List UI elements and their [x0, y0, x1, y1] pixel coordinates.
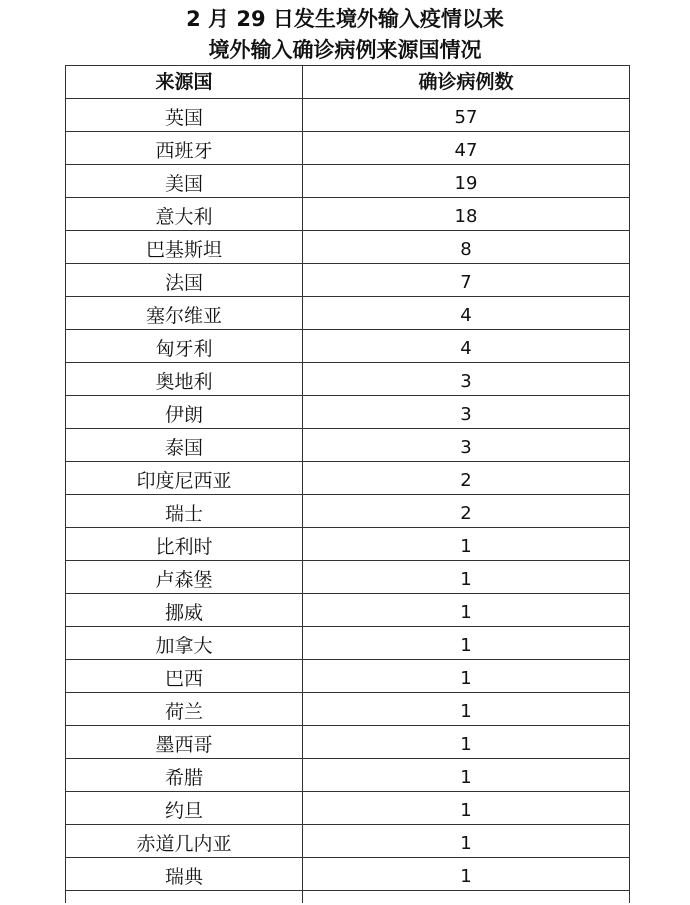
cases-cell: 3: [303, 363, 630, 396]
country-cell: [66, 891, 303, 904]
cases-cell: 7: [303, 264, 630, 297]
table-row: [66, 165, 630, 198]
table-row: [66, 495, 630, 528]
country-cell: 泰国: [66, 429, 303, 462]
cases-cell: 1: [303, 792, 630, 825]
country-cell: 法国: [66, 264, 303, 297]
country-cell: 西班牙: [66, 132, 303, 165]
cases-cell: 57: [303, 99, 630, 132]
country-cell: 卢森堡: [66, 561, 303, 594]
table-row: [66, 264, 630, 297]
cases-cell: 1: [303, 693, 630, 726]
source-country-table: [65, 65, 630, 903]
country-cell: 美国: [66, 165, 303, 198]
table-row: [66, 825, 630, 858]
table-row: [66, 660, 630, 693]
header-country: 来源国: [66, 66, 303, 99]
table-row: [66, 231, 630, 264]
table-row: [66, 363, 630, 396]
country-cell: 伊朗: [66, 396, 303, 429]
country-cell: 巴西: [66, 660, 303, 693]
country-cell: 意大利: [66, 198, 303, 231]
table-row: [66, 627, 630, 660]
cases-cell: [303, 891, 630, 904]
cases-cell: 1: [303, 825, 630, 858]
cases-cell: 1: [303, 858, 630, 891]
table-row: [66, 594, 630, 627]
country-cell: 比利时: [66, 528, 303, 561]
table-row: [66, 528, 630, 561]
country-cell: 瑞典: [66, 858, 303, 891]
country-cell: 塞尔维亚: [66, 297, 303, 330]
country-cell: 墨西哥: [66, 726, 303, 759]
table-row: [66, 792, 630, 825]
cases-cell: 1: [303, 759, 630, 792]
country-cell: 巴基斯坦: [66, 231, 303, 264]
cases-cell: 1: [303, 561, 630, 594]
table-row: [66, 693, 630, 726]
country-cell: 印度尼西亚: [66, 462, 303, 495]
table-row: [66, 858, 630, 891]
table-row: [66, 330, 630, 363]
cases-cell: 18: [303, 198, 630, 231]
cases-cell: 8: [303, 231, 630, 264]
table-row: [66, 99, 630, 132]
cases-cell: 2: [303, 495, 630, 528]
table-row: [66, 132, 630, 165]
cases-cell: 47: [303, 132, 630, 165]
cases-cell: 1: [303, 660, 630, 693]
cases-cell: 19: [303, 165, 630, 198]
cases-cell: 1: [303, 594, 630, 627]
country-cell: 瑞士: [66, 495, 303, 528]
cases-cell: 4: [303, 330, 630, 363]
country-cell: 奥地利: [66, 363, 303, 396]
table-row: [66, 396, 630, 429]
cases-cell: 3: [303, 396, 630, 429]
country-cell: 英国: [66, 99, 303, 132]
country-cell: 加拿大: [66, 627, 303, 660]
cases-cell: 4: [303, 297, 630, 330]
table-row: [66, 726, 630, 759]
table-row: [66, 759, 630, 792]
table-row: [66, 429, 630, 462]
cases-cell: 2: [303, 462, 630, 495]
title-line-1: 2 月 29 日发生境外输入疫情以来: [186, 7, 504, 31]
title-line-2: 境外输入确诊病例来源国情况: [208, 38, 482, 62]
table-header-row: [66, 66, 630, 99]
country-cell: 荷兰: [66, 693, 303, 726]
country-cell: 匈牙利: [66, 330, 303, 363]
table-row: [66, 198, 630, 231]
country-cell: 赤道几内亚: [66, 825, 303, 858]
cases-cell: 1: [303, 528, 630, 561]
table-row-cut-off: [66, 891, 630, 904]
table-row: [66, 297, 630, 330]
cases-cell: 1: [303, 726, 630, 759]
country-cell: 约旦: [66, 792, 303, 825]
cases-cell: 1: [303, 627, 630, 660]
country-cell: 希腊: [66, 759, 303, 792]
header-cases: 确诊病例数: [303, 66, 630, 99]
country-cell: 挪威: [66, 594, 303, 627]
cases-cell: 3: [303, 429, 630, 462]
table-row: [66, 462, 630, 495]
table-row: [66, 561, 630, 594]
